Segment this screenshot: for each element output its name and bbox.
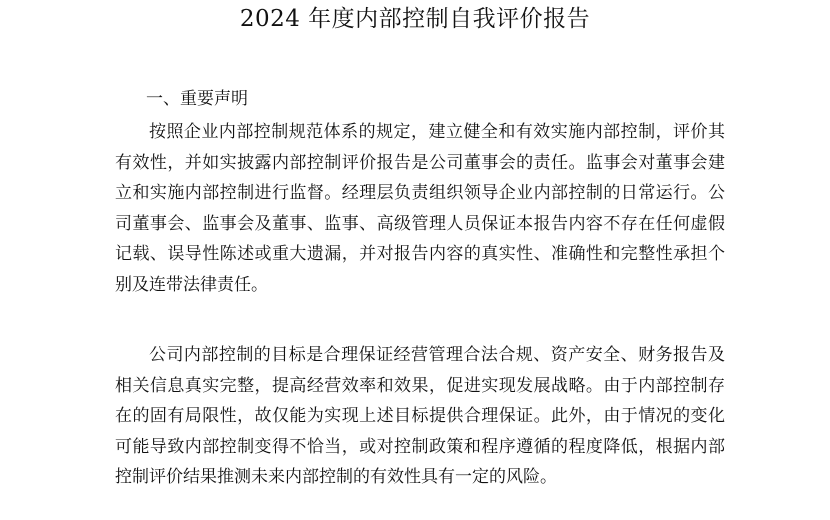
paragraph-declaration: 按照企业内部控制规范体系的规定，建立健全和有效实施内部控制，评价其有效性，并如实披露内部控制评价报告是公司董事会的责任。监事会对董事会建立和实施内部控制进行监督。经理层负责组织领导企业内部控制的日常运行。公司董事会、监事会及董事、监事、高级管理人员保证本报告内容不存在任何虚假记载、误导性陈述或重大遗漏，并对报告内容的真实性、准确性和完整性承担个别及连带法律责任。: [115, 122, 725, 295]
paragraph-control-objectives: 公司内部控制的目标是合理保证经营管理合法合规、资产安全、财务报告及相关信息真实完整，提高经营效率和效果，促进实现发展战略。由于内部控制存在的固有局限性，故仅能为实现上述目标提供合理保证。此外，由于情况的变化可能导致内部控制变得不恰当，或对控制政策和程序遵循的程度降低，根据内部控制评价结果推测未来内部控制的有效性具有一定的风险。: [115, 345, 725, 488]
report-title: 2024 年度内部控制自我评价报告: [239, 6, 591, 32]
section-heading: 一、重要声明: [146, 89, 248, 109]
